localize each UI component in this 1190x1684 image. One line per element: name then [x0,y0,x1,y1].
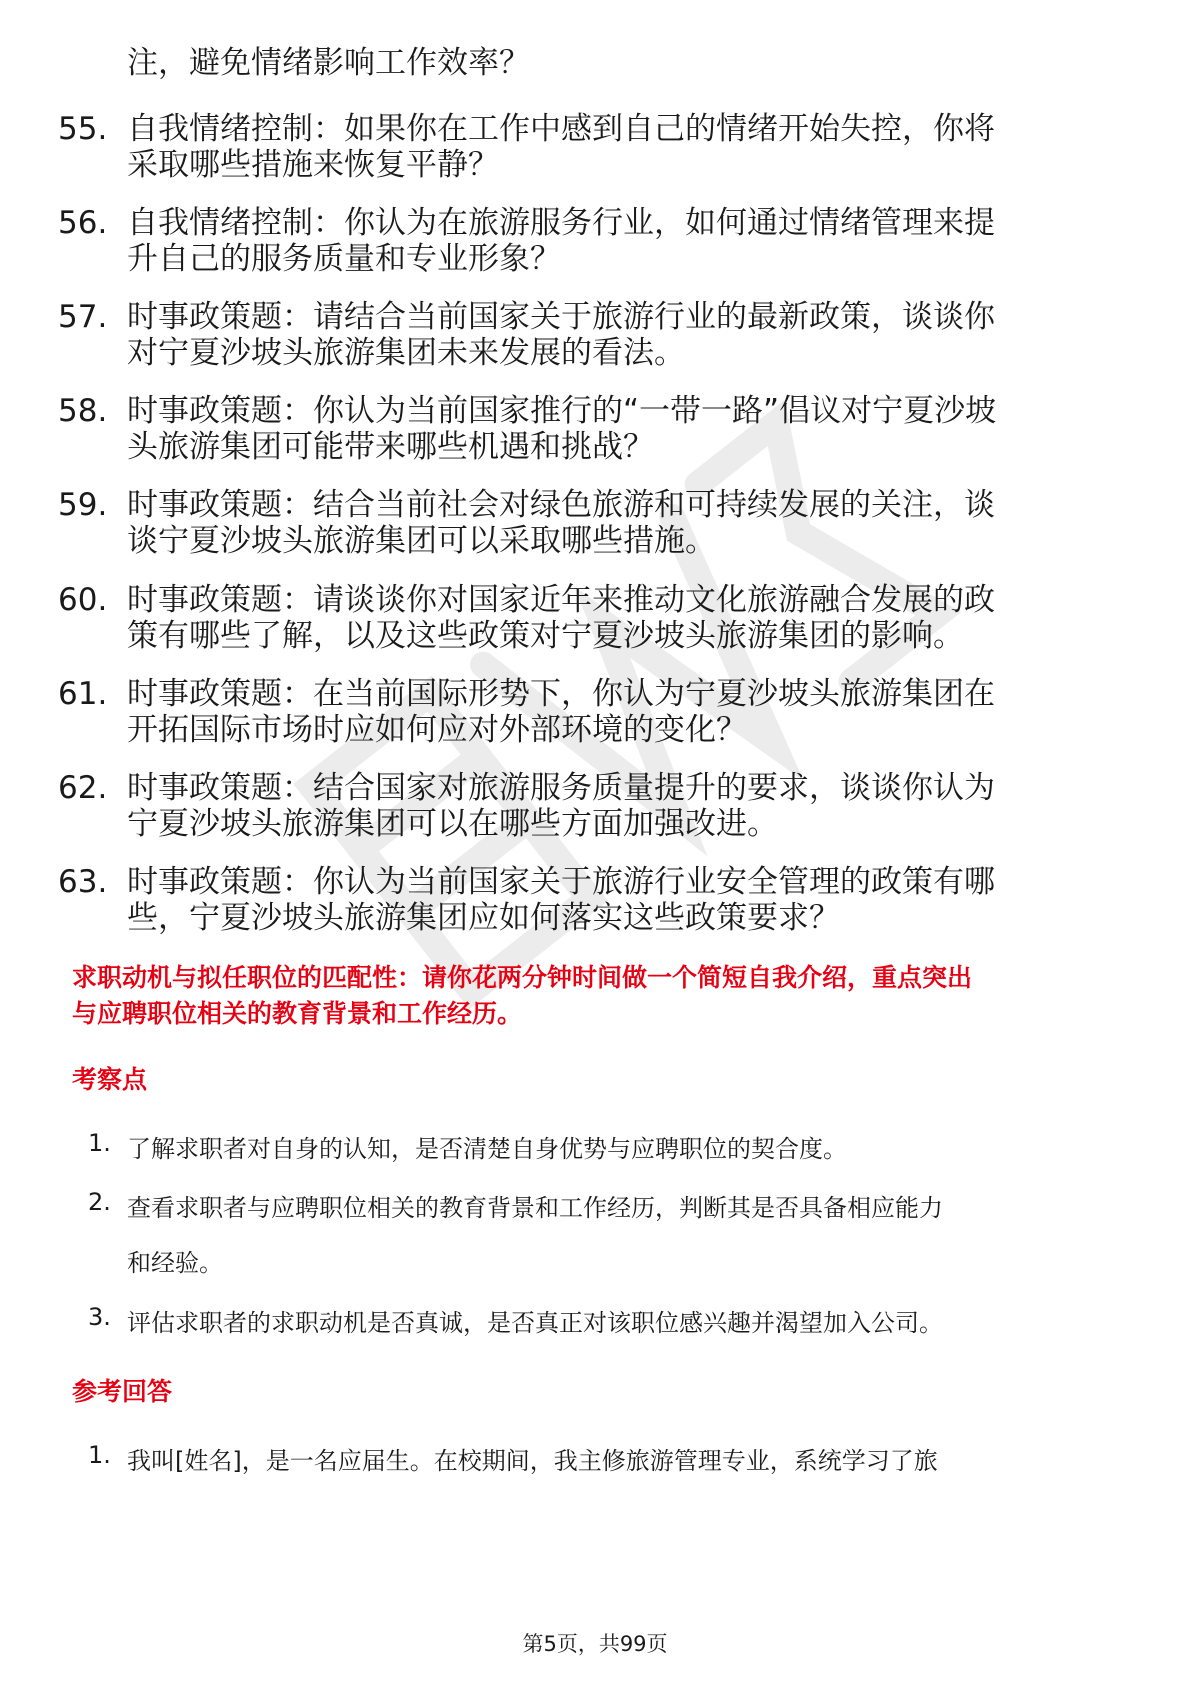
assessment-item-text: 评估求职者的求职动机是否真诚，是否真正对该职位感兴趣并渴望加入公司。 [127,1309,943,1337]
assessment-item-text: 查看求职者与应聘职位相关的教育背景和工作经历，判断其是否具备相应能力 [127,1194,943,1222]
question-text: 时事政策题：你认为当前国家推行的“一带一路”倡议对宁夏沙坡 [127,393,997,429]
question-continuation-text: 注，避免情绪影响工作效率？ [127,45,530,81]
assessment-item-text-continued: 和经验。 [127,1249,223,1277]
question-number: 58. [58,393,108,429]
featured-question-heading-continued: 与应聘职位相关的教育背景和工作经历。 [72,999,523,1028]
question-text-continued: 升自己的服务质量和专业形象？ [127,241,561,277]
question-text: 时事政策题：结合当前社会对绿色旅游和可持续发展的关注，谈 [127,487,995,523]
assessment-section-label: 考察点 [72,1065,148,1094]
assessment-item-number: 1. [88,1129,111,1157]
question-text-continued: 对宁夏沙坡头旅游集团未来发展的看法。 [127,335,685,371]
question-number: 61. [58,676,108,712]
reference-answer-section-label: 参考回答 [72,1377,173,1406]
question-text: 时事政策题：请结合当前国家关于旅游行业的最新政策，谈谈你 [127,299,995,335]
question-number: 56. [58,205,108,241]
assessment-item-number: 2. [88,1188,111,1216]
question-text: 时事政策题：请谈谈你对国家近年来推动文化旅游融合发展的政 [127,582,995,618]
assessment-item-number: 3. [88,1303,111,1331]
question-text: 自我情绪控制：你认为在旅游服务行业，如何通过情绪管理来提 [127,205,995,241]
question-text: 时事政策题：你认为当前国家关于旅游行业安全管理的政策有哪 [127,864,995,900]
question-number: 60. [58,582,108,618]
page-number-footer: 第5页，共99页 [522,1632,668,1656]
assessment-item-text: 了解求职者对自身的认知，是否清楚自身优势与应聘职位的契合度。 [127,1135,847,1163]
reference-item-number: 1. [88,1441,111,1469]
question-text-continued: 宁夏沙坡头旅游集团可以在哪些方面加强改进。 [127,806,778,842]
question-text-continued: 谈宁夏沙坡头旅游集团可以采取哪些措施。 [127,523,716,559]
question-text-continued: 头旅游集团可能带来哪些机遇和挑战？ [127,429,654,465]
question-text: 时事政策题：在当前国际形势下，你认为宁夏沙坡头旅游集团在 [127,676,995,712]
question-text-continued: 些，宁夏沙坡头旅游集团应如何落实这些政策要求？ [127,900,840,936]
featured-question-heading: 求职动机与拟任职位的匹配性：请你花两分钟时间做一个简短自我介绍，重点突出 [72,963,973,992]
question-text-continued: 开拓国际市场时应如何应对外部环境的变化？ [127,712,747,748]
question-number: 57. [58,299,108,335]
question-number: 62. [58,770,108,806]
question-number: 59. [58,487,108,523]
question-text-continued: 采取哪些措施来恢复平静？ [127,147,499,183]
question-text-continued: 策有哪些了解，以及这些政策对宁夏沙坡头旅游集团的影响。 [127,618,964,654]
question-number: 63. [58,864,108,900]
question-number: 55. [58,111,108,147]
question-text: 自我情绪控制：如果你在工作中感到自己的情绪开始失控，你将 [127,111,995,147]
question-text: 时事政策题：结合国家对旅游服务质量提升的要求，谈谈你认为 [127,770,995,806]
reference-item-text: 我叫[姓名]，是一名应届生。在校期间，我主修旅游管理专业，系统学习了旅 [127,1447,938,1475]
